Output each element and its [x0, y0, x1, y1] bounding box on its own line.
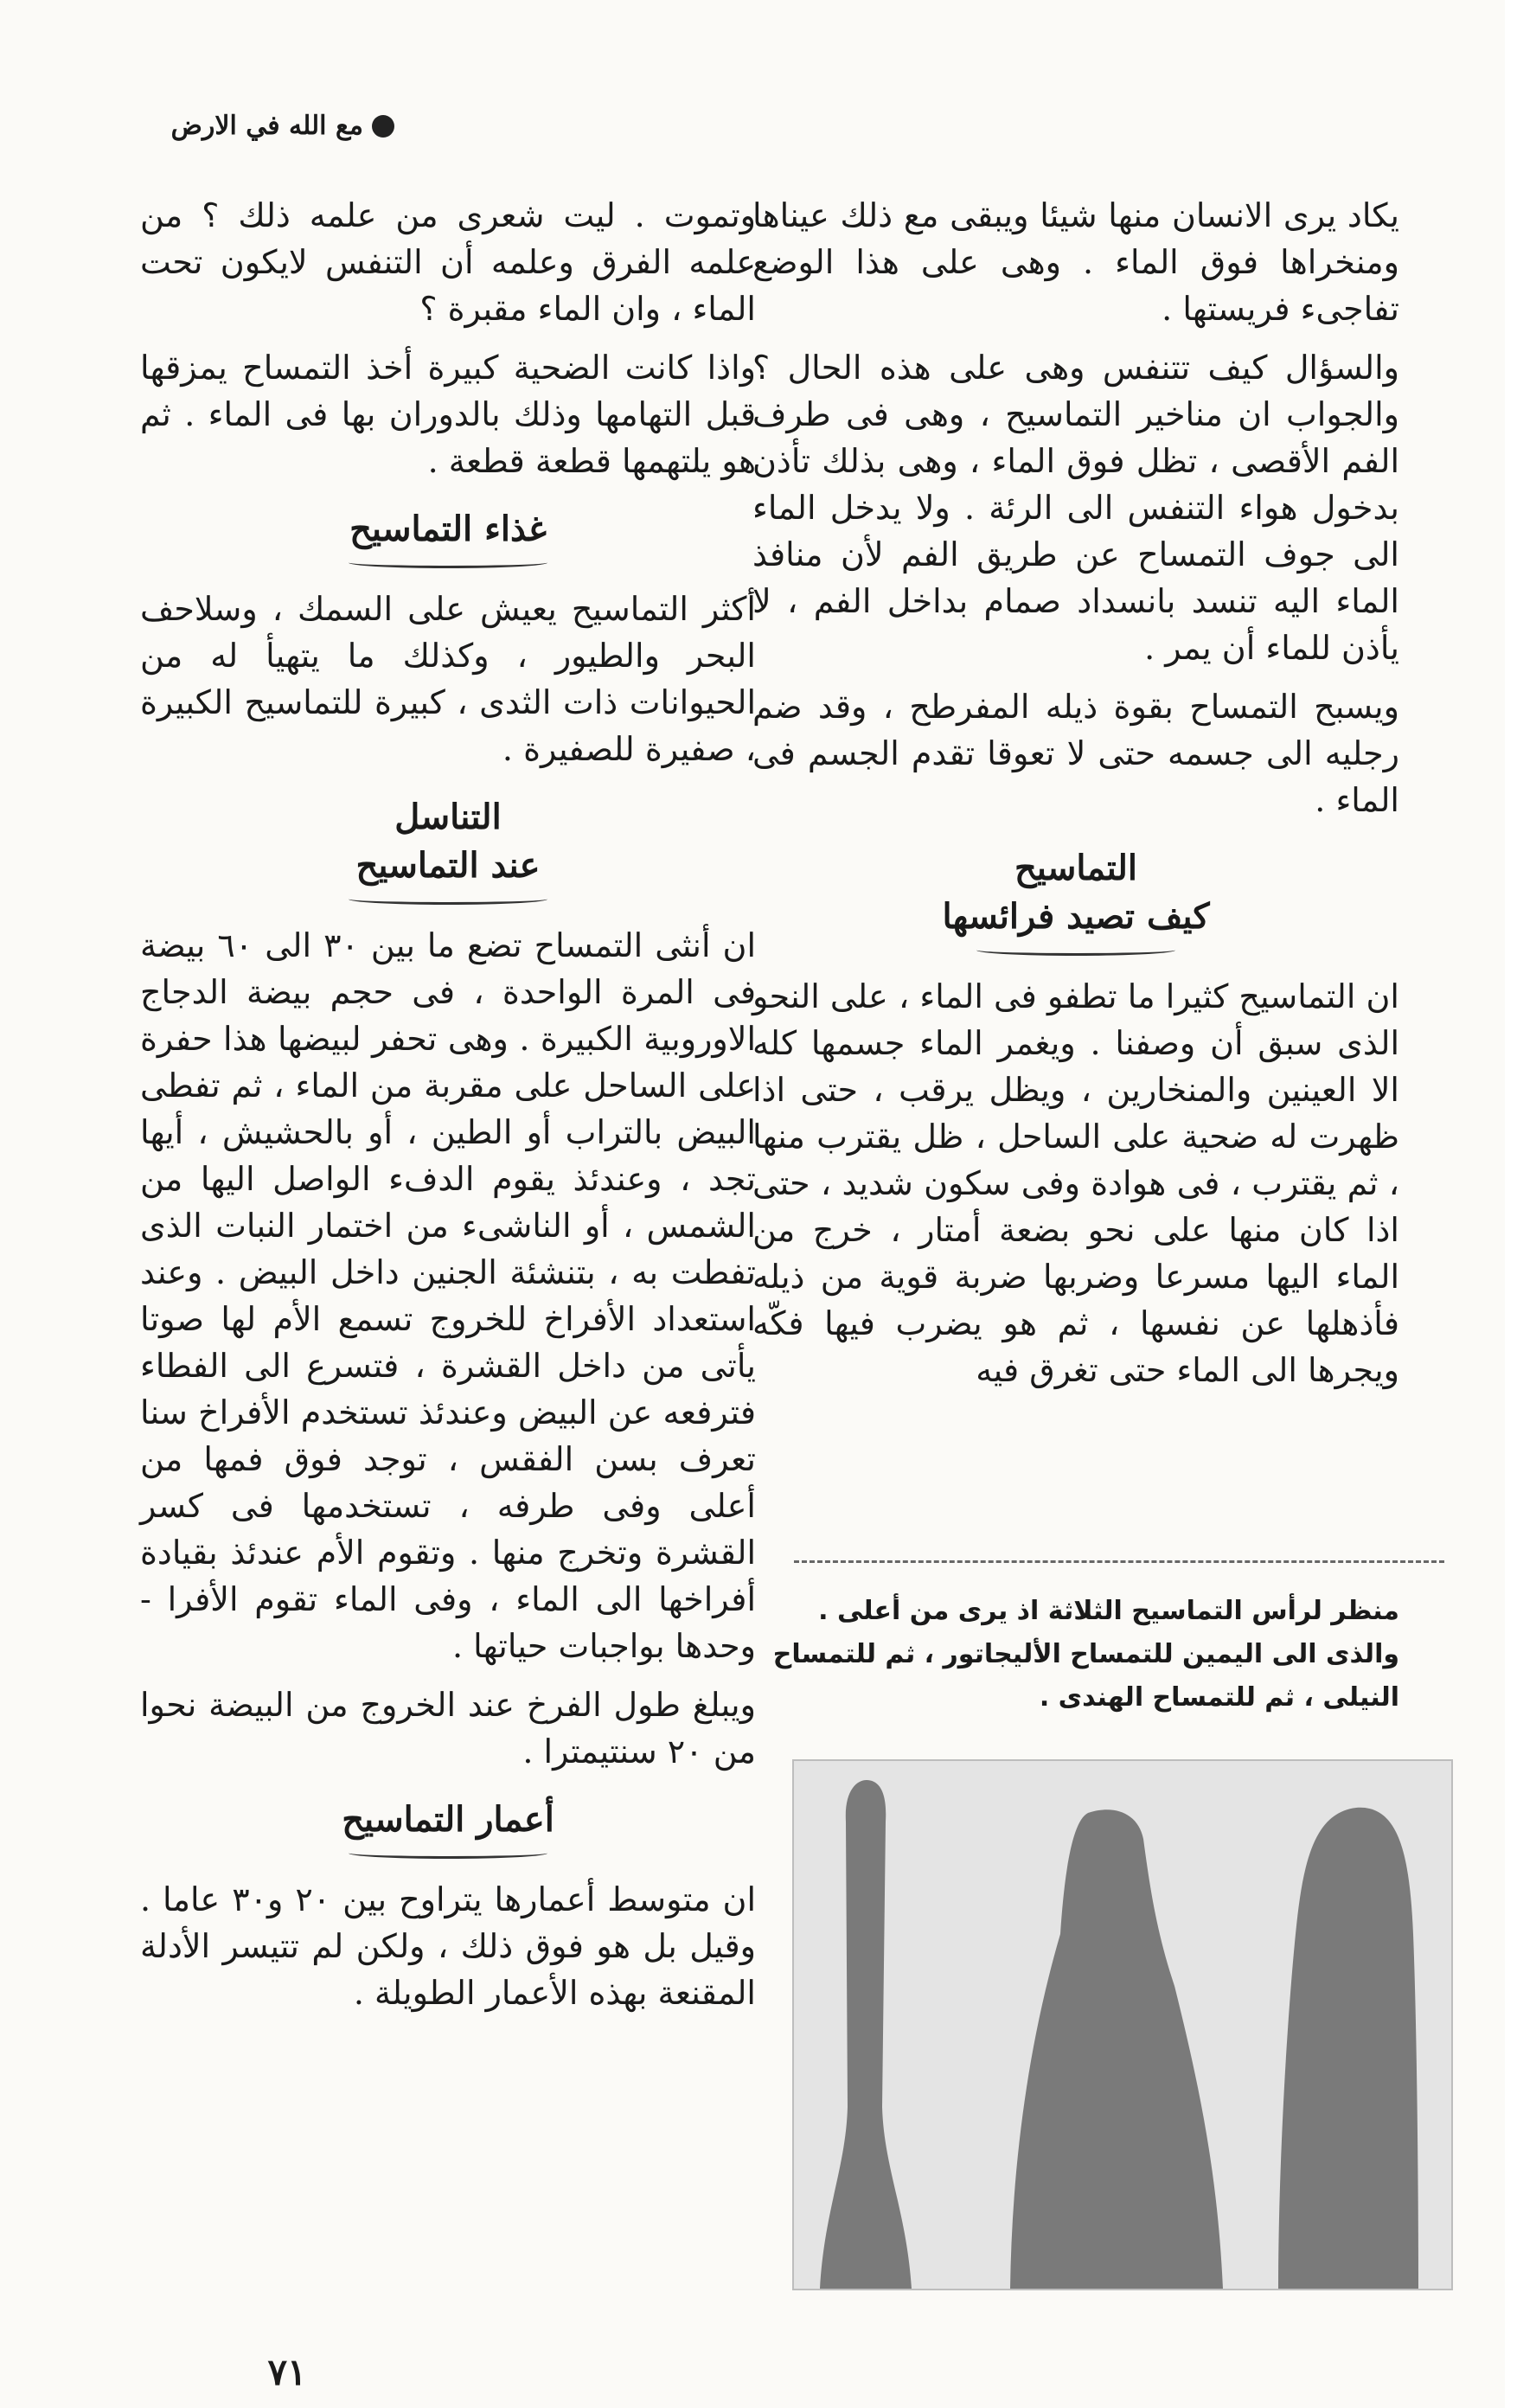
paragraph: أكثر التماسيح يعيش على السمك ، وسلاحف البحر والطيور ، وكذلك ما يتهيأ له من الحيوانات ذات الثدى ، كبيرة للتماسيح الكبيرة ، صفيرة للصفيرة .	[140, 590, 756, 768]
caption-divider	[794, 1560, 1444, 1563]
heading-underline	[349, 1848, 547, 1859]
paragraph: ويبلغ طول الفرخ عند الخروج من البيضة نحوا من ٢٠ سنتيمترا .	[140, 1686, 756, 1771]
section-heading-line: أعمار التماسيح	[342, 1799, 554, 1840]
figure-svg	[794, 1761, 1451, 2289]
paragraph: ويسبح التمساح بقوة ذيله المفرطح ، وقد ضم رجليه الى جسمه حتى لا تعوقا تقدم الجسم فى الماء .	[752, 688, 1399, 819]
column-left	[140, 192, 756, 2028]
section-heading-line: عند التماسيح	[355, 845, 541, 886]
bullet-icon	[372, 115, 394, 138]
paragraph: واذا كانت الضحية كبيرة أخذ التمساح يمزقها قبل التهامها وذلك بالدوران بها فى الماء . ثم هو يلتهمها قطعة قطعة .	[140, 349, 756, 480]
column-right	[752, 192, 1399, 1406]
section-heading-food	[140, 505, 756, 568]
page-number: ٧١	[267, 2351, 307, 2393]
section-heading-line: التماسيح	[1014, 848, 1138, 888]
section-heading-age	[140, 1796, 756, 1859]
paragraph: ان أنثى التمساح تضع ما بين ٣٠ الى ٦٠ بيضة فى المرة الواحدة ، فى حجم بيضة الدجاج الاوروبية الكبيرة . وهى تحفر لبيضها هذا حفرة على الساحل على مقربة من الماء ، ثم تفطى البيض بالتراب أو الطين ، أو بالحشيش ، أيها تجد ، وعندئذ يقوم الدفء الواصل اليها من الشمس ، أو الناشىء من اختمار النبات الذى تفطت به ، بتنشئة الجنين داخل البيض . وعند استعداد الأفراخ للخروج تسمع الأم لها صوتا يأتى من داخل القشرة ، فتسرع الى الفطاء فترفعه عن البيض وعندئذ تستخدم الأفراخ سنا تعرف بسن الفقس ، توجد فوق فمها من أعلى وفى طرفه ، تستخدمها فى كسر القشرة وتخرج منها . وتقوم الأم عندئذ بقيادة أفراخها الى الماء ، وفى الماء تقوم الأفرا - وحدها بواجبات حياتها .	[140, 926, 756, 1665]
heading-underline	[349, 557, 547, 568]
header-title: مع الله في الارض	[170, 111, 363, 141]
paragraph: ان متوسط أعمارها يتراوح بين ٢٠ و٣٠ عاما . وقيل بل هو فوق ذلك ، ولكن لم تتيسر الأدلة المقنعة بهذه الأعمار الطويلة .	[140, 1880, 757, 2012]
section-heading-hunt	[752, 844, 1399, 956]
running-header	[135, 111, 394, 141]
paragraph: والسؤال كيف تتنفس وهى على هذه الحال ؟ والجواب ان مناخير التماسيح ، وهى فى طرف الفم الأقصى ، تظل فوق الماء ، وهى بذلك تأذن بدخول هواء التنفس الى الرئة . ولا يدخل الماء الى جوف التمساح عن طريق الفم لأن منافذ الماء اليه تنسد بانسداد صمام بداخل الفم ، لا يأذن للماء أن يمر .	[752, 349, 1399, 667]
section-heading-breeding	[140, 793, 756, 905]
heading-underline	[349, 893, 547, 905]
section-heading-line: غذاء التماسيح	[349, 509, 547, 549]
section-heading-line: كيف تصيد فرائسها	[942, 896, 1210, 937]
scan-edge	[1505, 0, 1536, 2408]
paragraph: ان التماسيح كثيرا ما تطفو فى الماء ، على النحو الذى سبق أن وصفنا . ويغمر الماء جسمها كله الا العينين والمنخارين ، ويظل يرقب ، حتى اذا ظهرت له ضحية على الساحل ، ظل يقترب منها ، ثم يقترب ، فى هوادة وفى سكون شديد ، حتى اذا كان منها على نحو بضعة أمتار ، خرج من الماء اليها مسرعا وضربها ضربة قوية من ذيله فأذهلها عن نفسها ، ثم هو يضرب فيها فكّه ويجرها الى الماء حتى تغرق فيه	[752, 977, 1399, 1389]
paragraph: يكاد يرى الانسان منها شيئا ويبقى مع ذلك عيناها ومنخراها فوق الماء . وهى على هذا الوضع تفاجىء فريستها .	[752, 196, 1399, 328]
paragraph: وتموت . ليت شعرى من علمه ذلك ؟ من علمه الفرق وعلمه أن التنفس لايكون تحت الماء ، وان الماء مقبرة ؟	[140, 196, 756, 328]
figure-caption: منظر لرأس التماسيح الثلاثة اذ يرى من أعلى . والذى الى اليمين للتمساح الأليجاتور ، ثم للتمساح النيلى ، ثم للتمساح الهندى .	[772, 1596, 1399, 1713]
section-heading-line: التناسل	[394, 797, 502, 837]
heading-underline	[976, 945, 1175, 956]
crocodile-heads-figure	[792, 1759, 1453, 2290]
